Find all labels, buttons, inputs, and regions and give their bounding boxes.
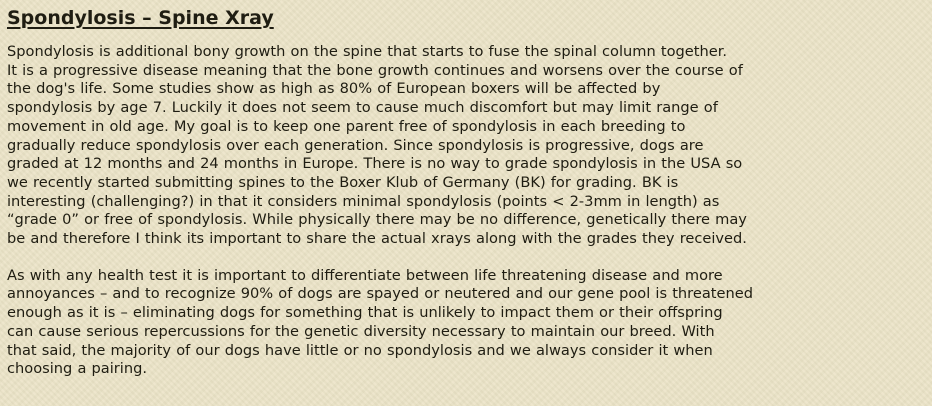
page-title: Spondylosis – Spine Xray	[7, 7, 274, 29]
paragraph-health-test-considerations: As with any health test it is important to differentiate between life threatening disease and more annoyances – and to recognize 90% of dogs are spayed or neutered and our gene pool is threatened enough as it is – eliminating dogs for something that is unlikely to impact them or their offspring can cause serious repercussions for the genetic diversity necessary to maintain our breed. With that said, the majority of our dogs have little or no spondylosis and we always consider it when choosing a pairing.	[7, 266, 753, 378]
paragraph-spondylosis-description: Spondylosis is additional bony growth on the spine that starts to fuse the spinal column together. It is a progressive disease meaning that the bone growth continues and worsens over the course of the dog's life. Some studies show as high as 80% of European boxers will be affected by spondylosis by age 7. Luckily it does not seem to cause much discomfort but may limit range of movement in old age. My goal is to keep one parent free of spondylosis in each breeding to gradually reduce spondylosis over each generation. Since spondylosis is progressive, dogs are graded at 12 months and 24 months in Europe. There is no way to grade spondylosis in the USA so we recently started submitting spines to the Boxer Klub of Germany (BK) for grading. BK is interesting (challenging?) in that it considers minimal spondylosis (points < 2-3mm in length) as “grade 0” or free of spondylosis. While physically there may be no difference, genetically there may be and therefore I think its important to share the actual xrays along with the grades they received.	[7, 43, 747, 248]
